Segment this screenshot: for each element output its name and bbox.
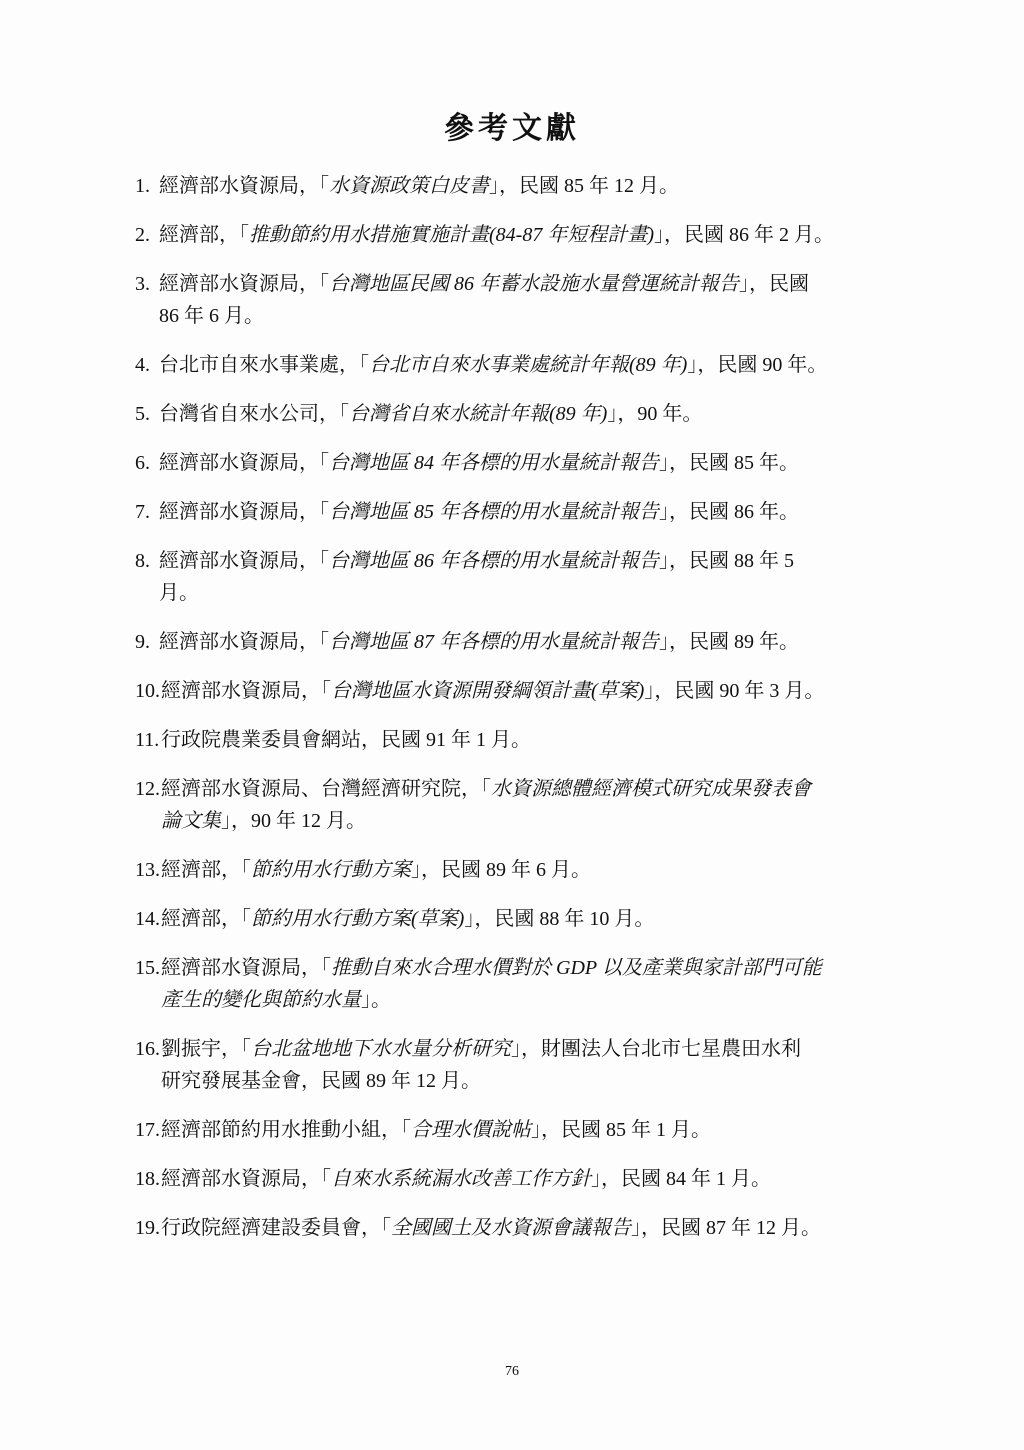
reference-item xyxy=(135,268,885,332)
reference-title-text: 推動自來水合理水價對於 GDP 以及產業與家計部門可能 xyxy=(331,957,822,979)
reference-line xyxy=(159,219,885,251)
reference-number: 10. xyxy=(135,680,160,702)
reference-line xyxy=(161,1065,885,1097)
reference-text: 行政院經濟建設委員會，「 xyxy=(161,1217,391,1239)
reference-text: 」，民國 85 年。 xyxy=(659,452,799,474)
reference-number: 17. xyxy=(135,1119,160,1141)
reference-line xyxy=(159,170,885,202)
reference-text: 經濟部，「 xyxy=(159,224,249,246)
reference-item xyxy=(135,724,885,756)
reference-line xyxy=(161,952,885,984)
reference-text: 月。 xyxy=(159,582,199,604)
reference-item xyxy=(135,349,885,381)
reference-title-text: 合理水價說帖 xyxy=(411,1119,531,1141)
reference-number: 15. xyxy=(135,957,160,979)
reference-title-text: 台灣地區 85 年各標的用水量統計報告 xyxy=(329,501,659,523)
reference-text: 」，民國 89 年。 xyxy=(659,631,799,653)
reference-text: 經濟部水資源局，「 xyxy=(159,631,329,653)
reference-title-text: 節約用水行動方案(草案) xyxy=(251,908,465,930)
reference-text: 經濟部水資源局，「 xyxy=(159,501,329,523)
reference-text: 」，財團法人台北市七星農田水利 xyxy=(511,1038,801,1060)
reference-number: 13. xyxy=(135,859,160,881)
reference-item xyxy=(135,773,885,837)
reference-list xyxy=(135,170,885,1261)
reference-text: 」，民國 89 年 6 月。 xyxy=(411,859,591,881)
reference-title-text: 台灣省自來水統計年報(89 年) xyxy=(349,403,608,425)
reference-line xyxy=(159,545,885,577)
reference-line xyxy=(161,1212,885,1244)
reference-text: 經濟部水資源局，「 xyxy=(161,957,331,979)
reference-text: 」，民國 90 年。 xyxy=(687,354,828,376)
reference-line xyxy=(161,903,885,935)
reference-line xyxy=(159,268,885,300)
reference-title-text: 台灣地區水資源開發綱領計畫(草案) xyxy=(331,680,645,702)
reference-text: 經濟部水資源局，「 xyxy=(159,175,329,197)
reference-line xyxy=(161,1033,885,1065)
reference-title-text: 台灣地區 84 年各標的用水量統計報告 xyxy=(329,452,659,474)
reference-text: 劉振宇，「 xyxy=(161,1038,251,1060)
reference-line xyxy=(161,854,885,886)
reference-line xyxy=(159,349,885,381)
reference-line xyxy=(159,577,885,609)
reference-number: 14. xyxy=(135,908,160,930)
reference-item xyxy=(135,626,885,658)
reference-text: 」，民國 90 年 3 月。 xyxy=(644,680,825,702)
reference-title-text: 台北盆地地下水水量分析研究 xyxy=(251,1038,511,1060)
reference-line xyxy=(161,1163,885,1195)
reference-number: 16. xyxy=(135,1038,160,1060)
reference-text: 經濟部，「 xyxy=(161,859,251,881)
reference-line xyxy=(159,626,885,658)
reference-line xyxy=(159,447,885,479)
reference-text: 」，民國 85 年 12 月。 xyxy=(489,175,679,197)
reference-number: 18. xyxy=(135,1168,160,1190)
reference-text: 」，民國 85 年 1 月。 xyxy=(531,1119,711,1141)
reference-item xyxy=(135,447,885,479)
reference-text: 」，民國 88 年 5 xyxy=(659,550,794,572)
reference-text: 」，民國 xyxy=(739,273,809,295)
reference-text: 經濟部水資源局，「 xyxy=(161,1168,331,1190)
reference-number: 4. xyxy=(135,354,150,376)
reference-number: 2. xyxy=(135,224,150,246)
reference-number: 11. xyxy=(135,729,160,751)
reference-number: 19. xyxy=(135,1217,160,1239)
reference-text: 86 年 6 月。 xyxy=(159,305,264,327)
reference-line xyxy=(161,773,885,805)
reference-text: 經濟部水資源局，「 xyxy=(161,680,331,702)
reference-item xyxy=(135,903,885,935)
reference-item xyxy=(135,1212,885,1244)
reference-title-text: 台灣地區民國 86 年蓄水設施水量營運統計報告 xyxy=(329,273,739,295)
reference-text: 行政院農業委員會網站，民國 91 年 1 月。 xyxy=(161,729,531,751)
reference-title-text: 水資源總體經濟模式研究成果發表會 xyxy=(491,778,811,800)
reference-text: 經濟部水資源局、台灣經濟研究院，「 xyxy=(161,778,491,800)
reference-number: 3. xyxy=(135,273,150,295)
reference-number: 8. xyxy=(135,550,150,572)
reference-text: 」。 xyxy=(361,989,391,1011)
reference-title-text: 節約用水行動方案 xyxy=(251,859,411,881)
reference-item xyxy=(135,854,885,886)
reference-line xyxy=(161,724,885,756)
reference-title-text: 產生的變化與節約水量 xyxy=(161,989,361,1011)
reference-item xyxy=(135,219,885,251)
reference-line xyxy=(159,398,885,430)
reference-item xyxy=(135,952,885,1016)
reference-line xyxy=(161,984,885,1016)
reference-title-text: 全國國土及水資源會議報告 xyxy=(391,1217,631,1239)
reference-text: 經濟部水資源局，「 xyxy=(159,452,329,474)
reference-title-text: 水資源政策白皮書 xyxy=(329,175,489,197)
reference-text: 」，民國 84 年 1 月。 xyxy=(591,1168,771,1190)
reference-title-text: 推動節約用水措施實施計畫(84-87 年短程計畫) xyxy=(249,224,654,246)
reference-title-text: 台北市自來水事業處統計年報(89 年) xyxy=(369,354,688,376)
reference-item xyxy=(135,496,885,528)
page-number: 76 xyxy=(505,1364,519,1379)
reference-item xyxy=(135,1114,885,1146)
reference-line xyxy=(161,805,885,837)
reference-number: 9. xyxy=(135,631,150,653)
reference-number: 1. xyxy=(135,175,150,197)
reference-title-text: 台灣地區 86 年各標的用水量統計報告 xyxy=(329,550,659,572)
reference-text: 研究發展基金會，民國 89 年 12 月。 xyxy=(161,1070,481,1092)
reference-number: 6. xyxy=(135,452,150,474)
reference-text: 」，民國 88 年 10 月。 xyxy=(464,908,655,930)
reference-text: 」，90 年。 xyxy=(607,403,703,425)
reference-item xyxy=(135,675,885,707)
reference-text: 」，90 年 12 月。 xyxy=(221,810,366,832)
reference-text: 台北市自來水事業處，「 xyxy=(159,354,369,376)
reference-line xyxy=(161,675,885,707)
reference-line xyxy=(161,1114,885,1146)
reference-text: 經濟部水資源局，「 xyxy=(159,550,329,572)
reference-line xyxy=(159,300,885,332)
reference-title-text: 自來水系統漏水改善工作方針 xyxy=(331,1168,591,1190)
reference-text: 」，民國 87 年 12 月。 xyxy=(631,1217,821,1239)
reference-number: 12. xyxy=(135,778,160,800)
reference-text: 台灣省自來水公司，「 xyxy=(159,403,349,425)
reference-item xyxy=(135,170,885,202)
reference-text: 」，民國 86 年。 xyxy=(659,501,799,523)
reference-text: 經濟部節約用水推動小組，「 xyxy=(161,1119,411,1141)
reference-title-text: 論文集 xyxy=(161,810,221,832)
reference-item xyxy=(135,398,885,430)
reference-item xyxy=(135,1033,885,1097)
reference-item xyxy=(135,1163,885,1195)
reference-line xyxy=(159,496,885,528)
page-title: 參考文獻 xyxy=(444,111,580,146)
reference-text: 」，民國 86 年 2 月。 xyxy=(653,224,834,246)
reference-number: 5. xyxy=(135,403,150,425)
reference-text: 經濟部，「 xyxy=(161,908,251,930)
reference-number: 7. xyxy=(135,501,150,523)
reference-item xyxy=(135,545,885,609)
reference-title-text: 台灣地區 87 年各標的用水量統計報告 xyxy=(329,631,659,653)
reference-text: 經濟部水資源局，「 xyxy=(159,273,329,295)
